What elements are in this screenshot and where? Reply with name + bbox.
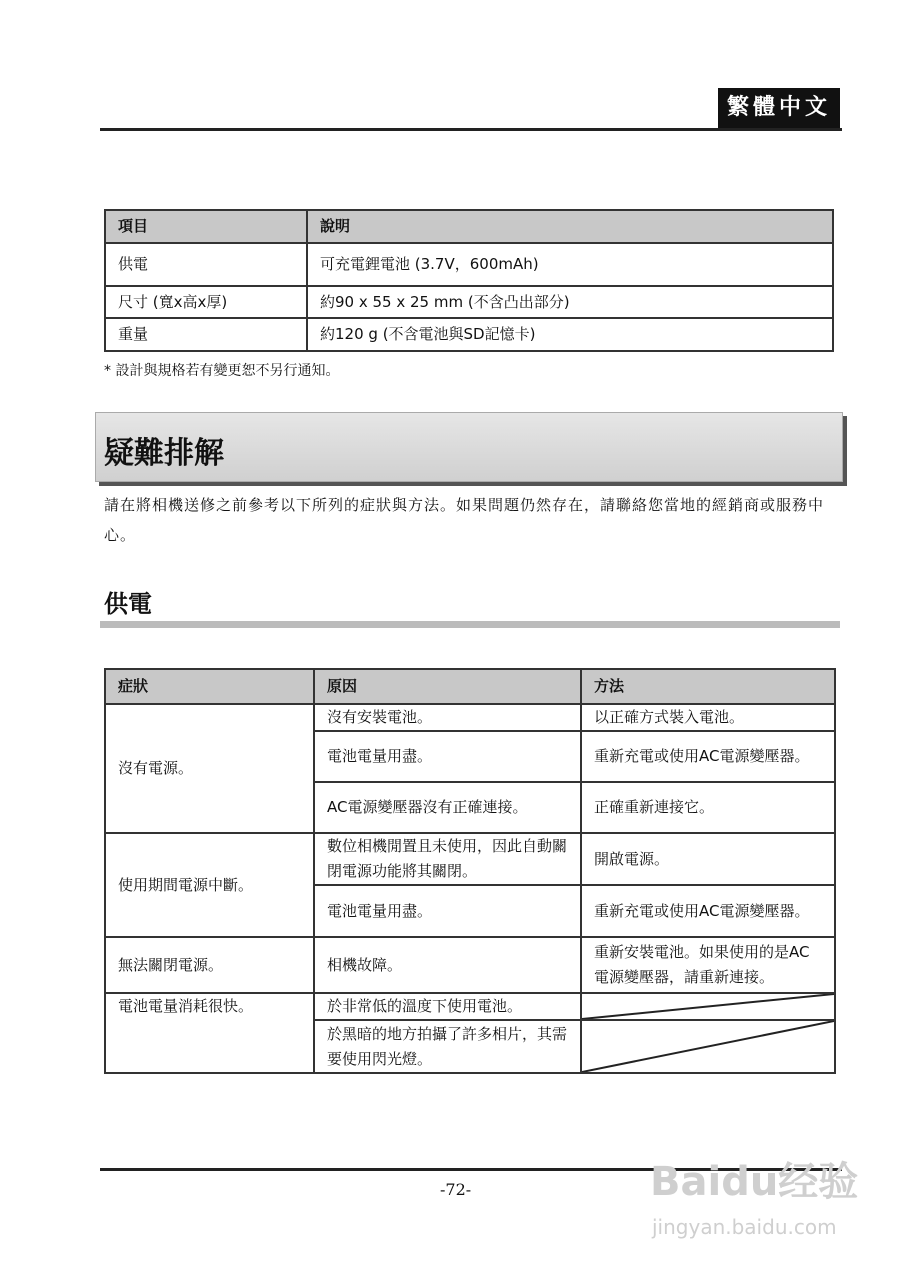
solution-cell: 重新安裝電池。如果使用的是AC電源變壓器，請重新連接。 xyxy=(581,937,835,993)
table-row xyxy=(105,318,833,351)
col-header: 項目 xyxy=(105,210,307,243)
section-rule xyxy=(100,621,840,628)
section-heading: 供電 xyxy=(104,589,152,618)
table-row xyxy=(105,937,835,993)
cell: 重量 xyxy=(105,318,307,351)
cause-cell: 電池電量用盡。 xyxy=(314,885,581,937)
solution-cell: 正確重新連接它。 xyxy=(581,782,835,833)
solution-cell: 重新充電或使用AC電源變壓器。 xyxy=(581,731,835,782)
symptom-cell: 沒有電源。 xyxy=(105,704,314,833)
col-header: 說明 xyxy=(307,210,833,243)
table-row xyxy=(105,993,835,1020)
cell: 供電 xyxy=(105,243,307,286)
cause-cell: AC電源變壓器沒有正確連接。 xyxy=(314,782,581,833)
cause-cell: 於非常低的溫度下使用電池。 xyxy=(314,993,581,1020)
cause-cell: 電池電量用盡。 xyxy=(314,731,581,782)
spec-table xyxy=(104,209,834,352)
empty-solution-cell xyxy=(581,1020,835,1073)
cause-cell: 沒有安裝電池。 xyxy=(314,704,581,731)
cause-cell: 相機故障。 xyxy=(314,937,581,993)
intro-paragraph: 請在將相機送修之前參考以下所列的症狀與方法。如果問題仍然存在，請聯絡您當地的經銷商或服務中心。 xyxy=(104,496,825,544)
cell: 可充電鋰電池 (3.7V，600mAh) xyxy=(307,243,833,286)
language-badge: 繁體中文 xyxy=(718,88,840,128)
cause-cell: 數位相機閒置且未使用，因此自動關閉電源功能將其關閉。 xyxy=(314,833,581,885)
watermark-url: jingyan.baidu.com xyxy=(652,1215,837,1239)
table-row xyxy=(105,704,835,731)
solution-cell: 重新充電或使用AC電源變壓器。 xyxy=(581,885,835,937)
col-header: 方法 xyxy=(581,669,835,704)
col-header: 原因 xyxy=(314,669,581,704)
symptom-cell: 無法關閉電源。 xyxy=(105,937,314,993)
symptom-cell: 電池電量消耗很快。 xyxy=(105,993,314,1073)
solution-cell: 開啟電源。 xyxy=(581,833,835,885)
table-row xyxy=(105,833,835,885)
cause-cell: 於黑暗的地方拍攝了許多相片，其需要使用閃光燈。 xyxy=(314,1020,581,1073)
col-header: 症狀 xyxy=(105,669,314,704)
spec-note: * 設計與規格若有變更恕不另行通知。 xyxy=(104,363,340,379)
empty-solution-cell xyxy=(581,993,835,1020)
troubleshooting-table xyxy=(104,668,836,1074)
header-rule xyxy=(100,128,842,131)
cell: 約90 x 55 x 25 mm (不含凸出部分) xyxy=(307,286,833,318)
solution-cell: 以正確方式裝入電池。 xyxy=(581,704,835,731)
table-row xyxy=(105,243,833,286)
symptom-cell: 使用期間電源中斷。 xyxy=(105,833,314,937)
table-row xyxy=(105,286,833,318)
watermark-logo: Baidu经验 xyxy=(650,1159,859,1205)
cell: 約120 g (不含電池與SD記憶卡) xyxy=(307,318,833,351)
page-title: 疑難排解 xyxy=(104,436,224,471)
cell: 尺寸 (寬x高x厚) xyxy=(105,286,307,318)
page-number: -72- xyxy=(440,1180,472,1199)
